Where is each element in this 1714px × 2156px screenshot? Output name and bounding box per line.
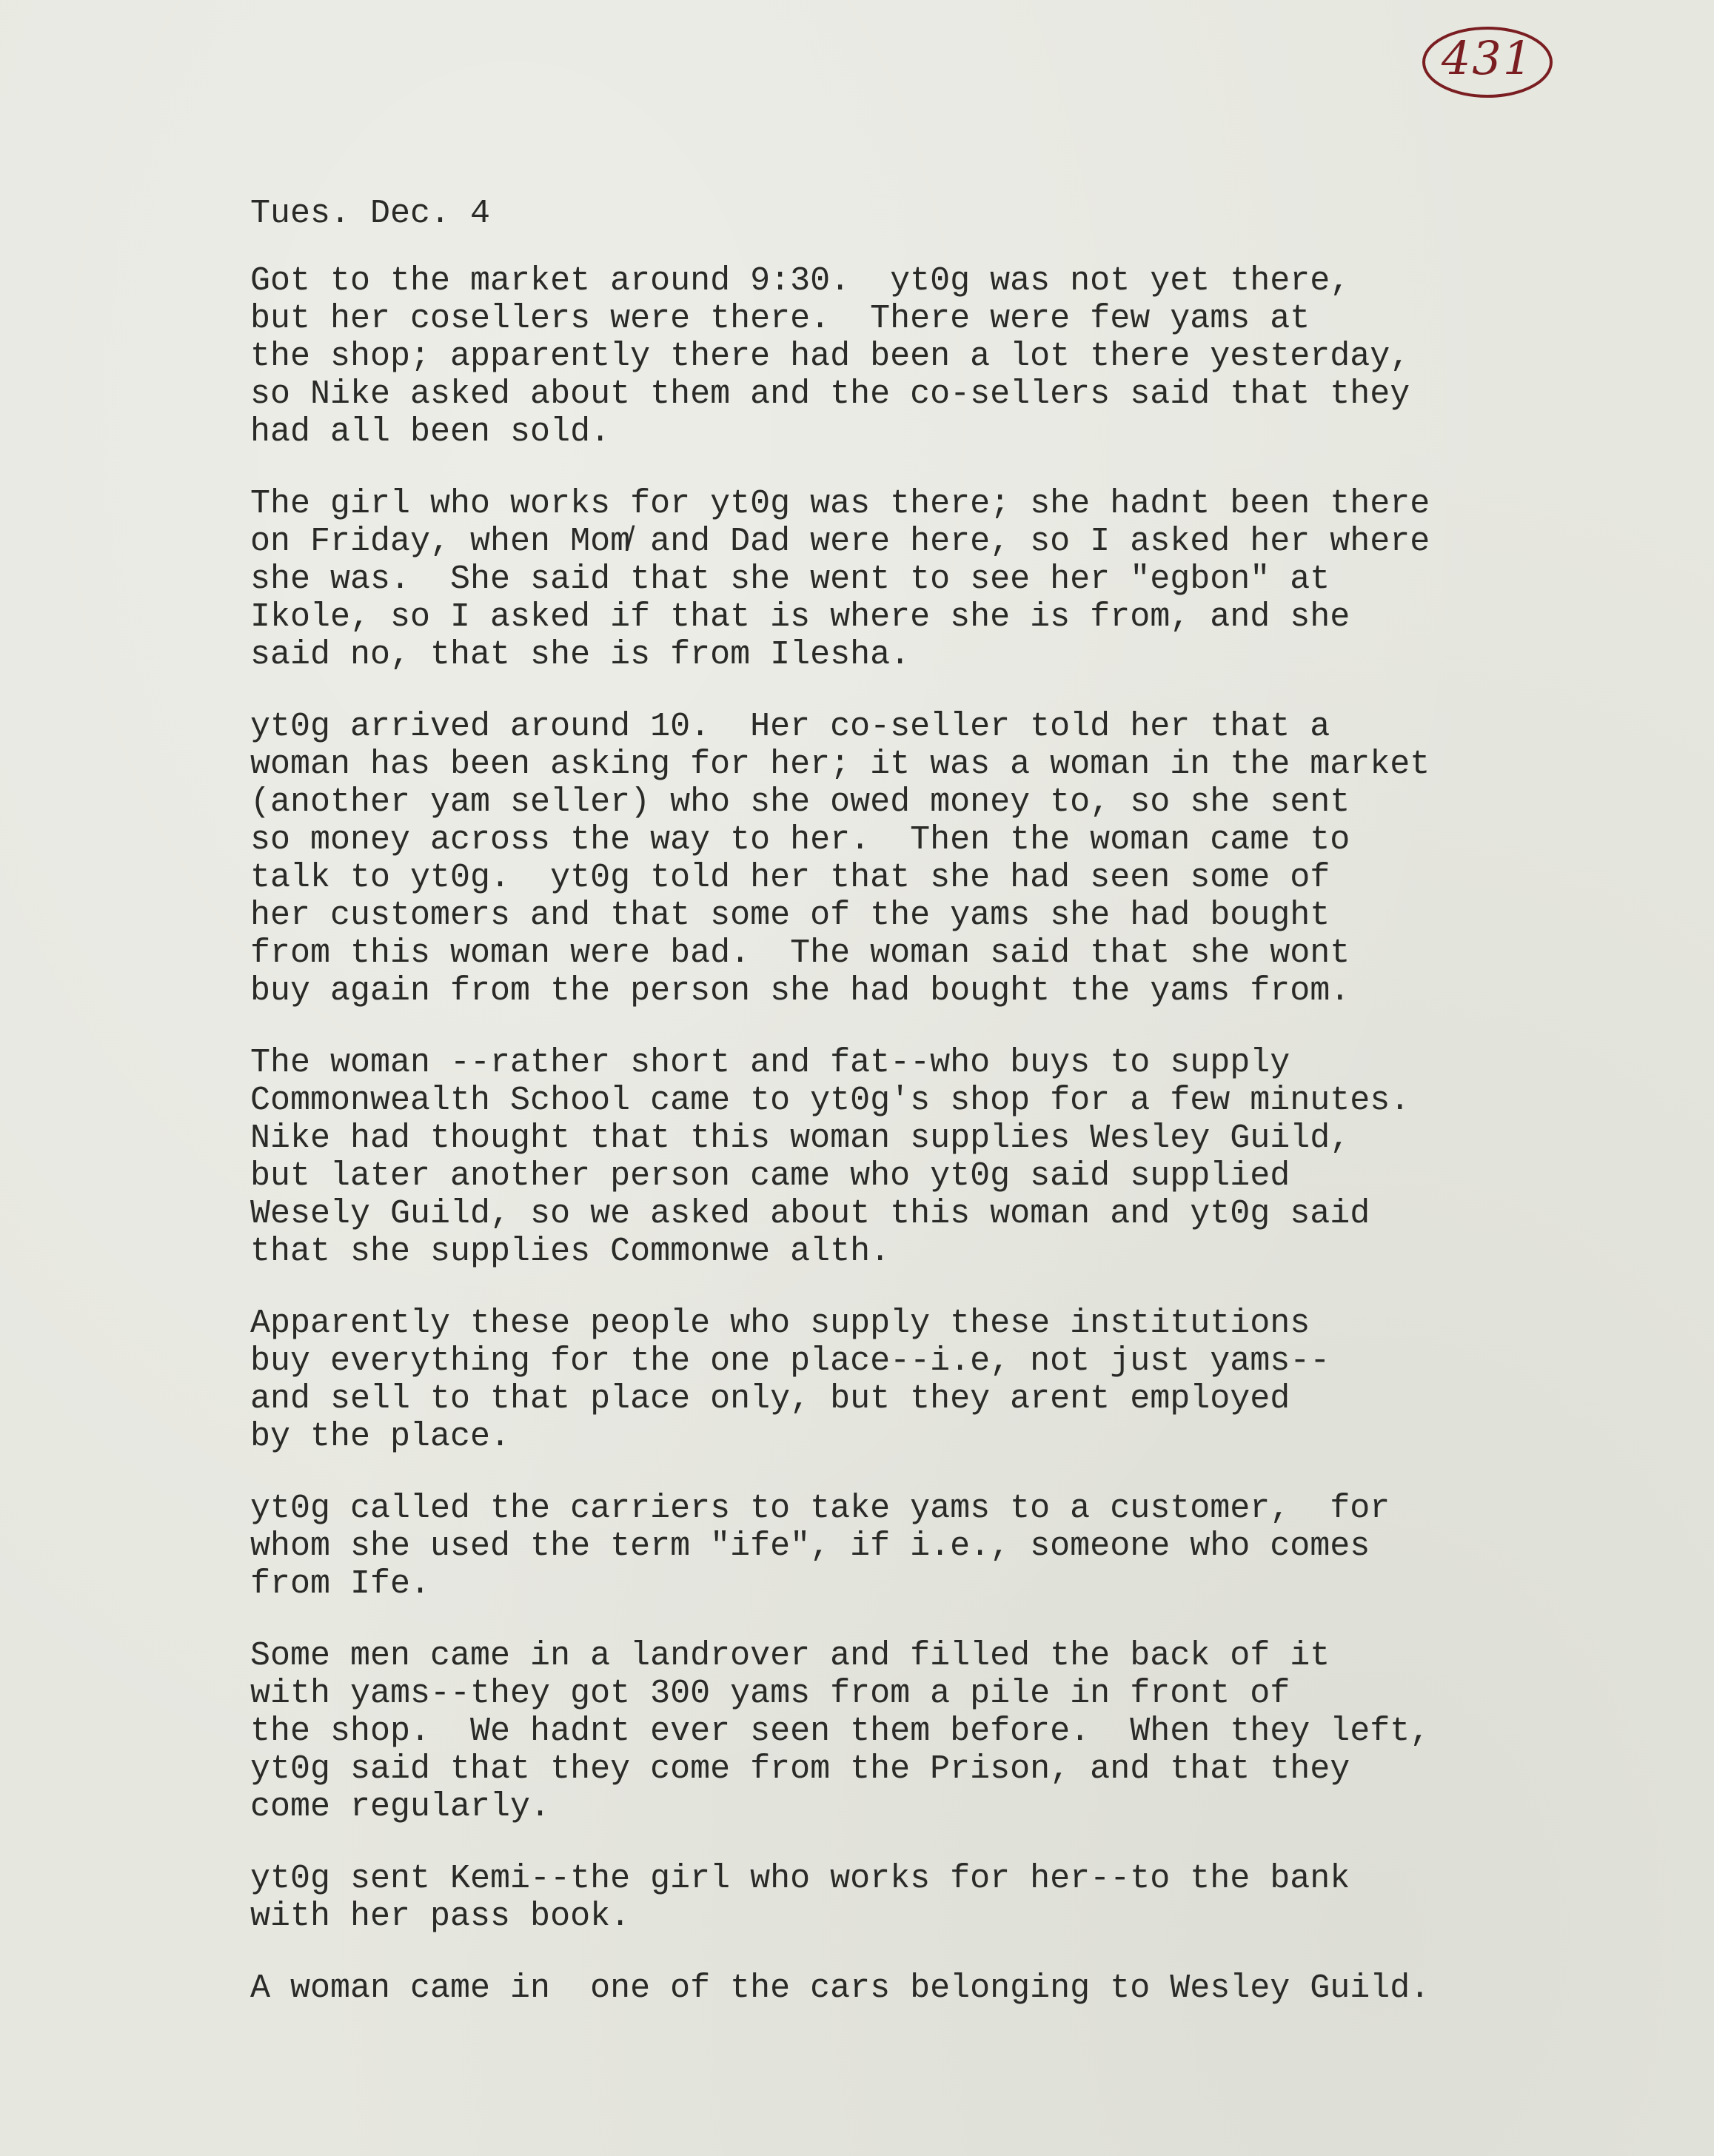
text-line: the shop; apparently there had been a lot there yesterday, [250, 338, 1410, 375]
text-line: Ikole, so I asked if that is where she is from, and she [250, 598, 1350, 636]
entry-date: Tues. Dec. 4 [250, 195, 491, 232]
page-number: 431 [1441, 31, 1534, 85]
text-line: Apparently these people who supply these institutions [250, 1305, 1310, 1342]
paragraph-4 [250, 1044, 1583, 1270]
paragraph-3 [250, 708, 1583, 1010]
text-line: The girl who works for yt0g was there; she hadnt been there [250, 485, 1430, 523]
text-line: so Nike asked about them and the co-sellers said that they [250, 375, 1410, 413]
text-line: Commonwealth School came to yt0g's shop for a few minutes. [250, 1082, 1410, 1119]
text-line: she was. She said that she went to see her "egbon" at [250, 560, 1330, 598]
text-line: yt0g called the carriers to take yams to a customer, for [250, 1490, 1390, 1527]
text-line: the shop. We hadnt ever seen them before. When they left, [250, 1713, 1430, 1750]
text-line: Got to the market around 9:30. yt0g was not yet there, [250, 262, 1350, 300]
text-line: and sell to that place only, but they arent employed [250, 1380, 1290, 1418]
text-line: had all been sold. [250, 413, 611, 451]
text-line: (another yam seller) who she owed money to, so she sent [250, 783, 1350, 821]
text-line: A woman came in one of the cars belonging to Wesley Guild. [250, 1969, 1430, 2007]
text-line: but later another person came who yt0g said supplied [250, 1157, 1290, 1195]
text-line: Some men came in a landrover and filled the back of it [250, 1637, 1330, 1675]
text-line: with yams--they got 300 yams from a pile in front of [250, 1675, 1290, 1713]
text-line: from Ife. [250, 1565, 431, 1603]
text-line: come regularly. [250, 1788, 551, 1826]
text-line: yt0g said that they come from the Prison, and that they [250, 1750, 1350, 1788]
text-line: The woman --rather short and fat--who buys to supply [250, 1044, 1290, 1082]
paragraph-5 [250, 1305, 1583, 1456]
text-line: on Friday, when Mom̸ and Dad were here, so I asked her where [250, 523, 1430, 560]
paragraph-6 [250, 1490, 1583, 1603]
text-line: by the place. [250, 1418, 511, 1456]
text-line: from this woman were bad. The woman said that she wont [250, 934, 1350, 972]
text-line: with her pass book. [250, 1898, 631, 1935]
paragraph-8 [250, 1860, 1583, 1935]
paragraph-9 [250, 1969, 1583, 2007]
text-line: her customers and that some of the yams she had bought [250, 897, 1330, 934]
text-line: Nike had thought that this woman supplies Wesley Guild, [250, 1119, 1350, 1157]
document-body [250, 194, 1583, 2041]
paragraph-7 [250, 1637, 1583, 1826]
paragraph-1 [250, 262, 1583, 451]
paragraph-2 [250, 485, 1583, 674]
page-number-stamp [1420, 24, 1555, 101]
text-line: Wesely Guild, so we asked about this woman and yt0g said [250, 1195, 1370, 1233]
text-line: yt0g arrived around 10. Her co-seller told her that a [250, 708, 1330, 746]
text-line: said no, that she is from Ilesha. [250, 636, 911, 674]
text-line: whom she used the term "ife", if i.e., someone who comes [250, 1527, 1370, 1565]
text-line: that she supplies Commonwe alth. [250, 1233, 891, 1270]
text-line: woman has been asking for her; it was a woman in the market [250, 746, 1430, 783]
text-line: but her cosellers were there. There were few yams at [250, 300, 1310, 338]
text-line: buy everything for the one place--i.e, not just yams-- [250, 1342, 1330, 1380]
text-line: so money across the way to her. Then the woman came to [250, 821, 1350, 859]
text-line: buy again from the person she had bought the yams from. [250, 972, 1350, 1010]
text-line: talk to yt0g. yt0g told her that she had seen some of [250, 859, 1330, 897]
text-line: yt0g sent Kemi--the girl who works for her--to the bank [250, 1860, 1350, 1898]
